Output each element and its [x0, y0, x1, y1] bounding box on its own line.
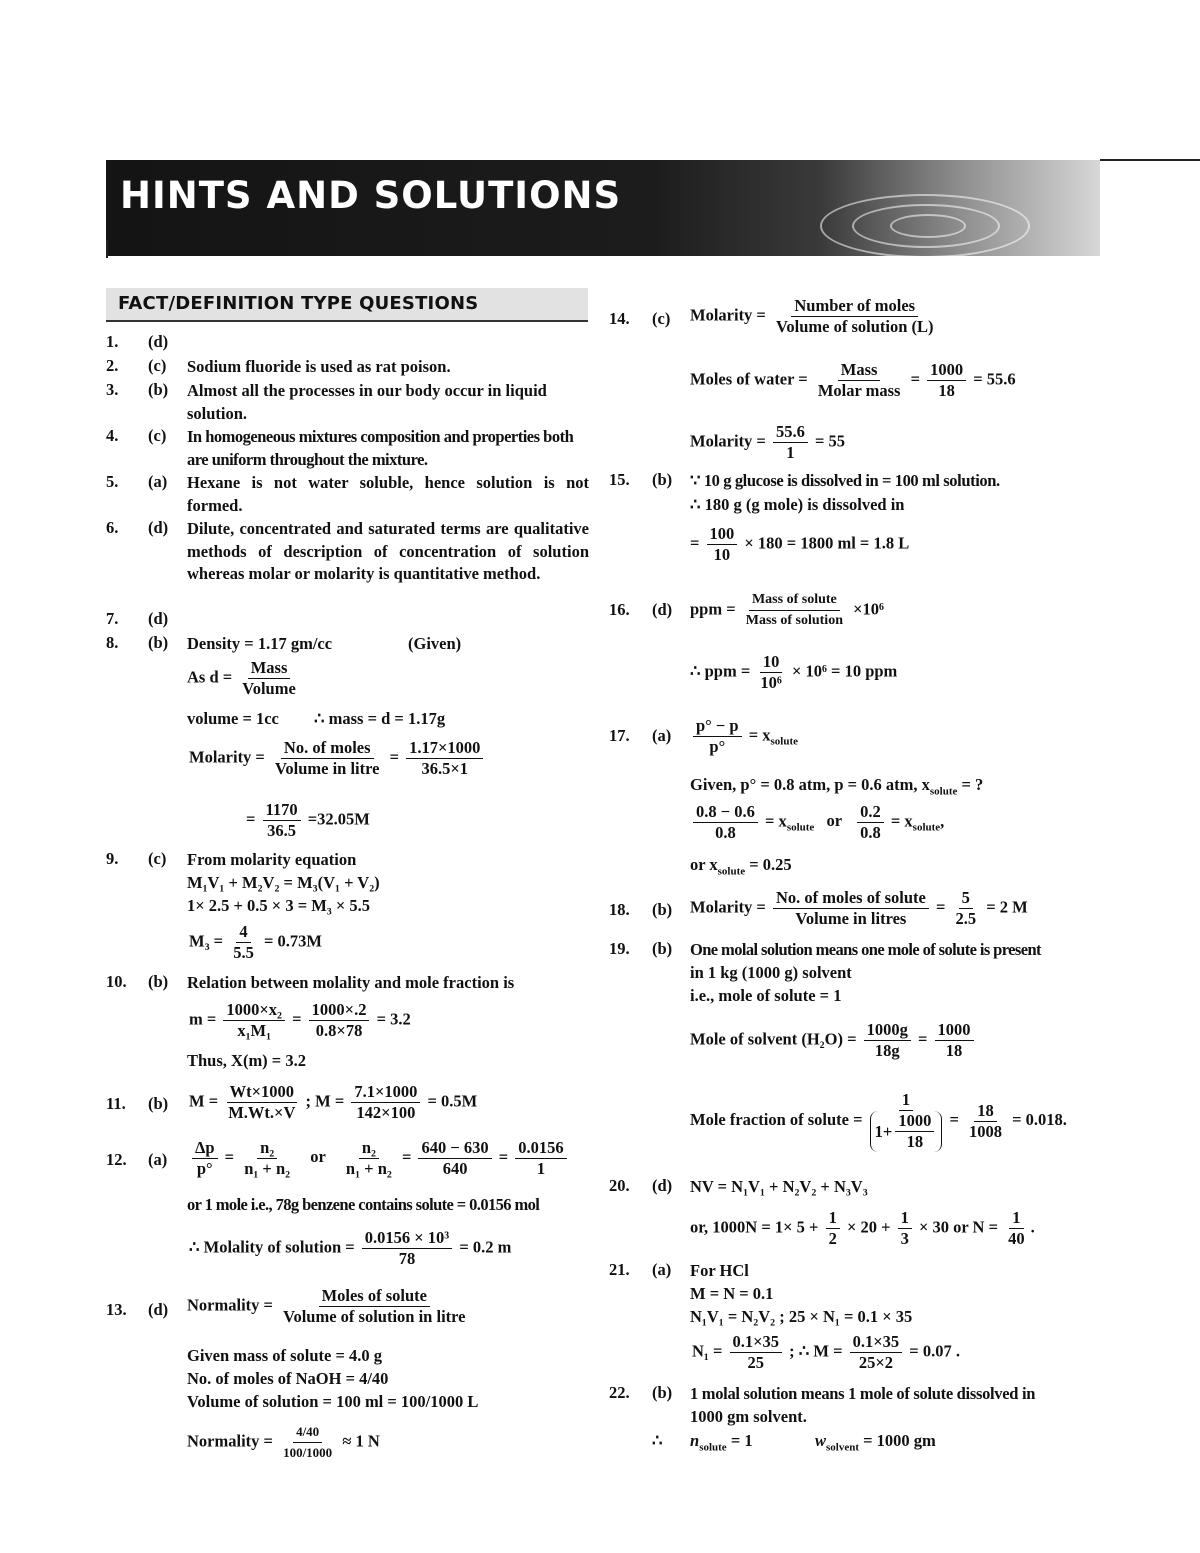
fraction-part: 1 [898, 1208, 912, 1229]
formula-label: Molarity = [690, 897, 766, 917]
formula-label: Molarity = [690, 431, 766, 451]
fraction-part: 10 [713, 545, 731, 564]
formula-label: Molarity = [189, 747, 265, 767]
fraction-part: 1 [1009, 1208, 1023, 1229]
formula-line [690, 590, 884, 631]
fraction [966, 1101, 1005, 1142]
question-number: 19. [609, 939, 630, 958]
fraction-part: n₂ [359, 1138, 379, 1159]
solution-text: N₁V₁ = N₂V₂ ; 25 × N₁ = 0.1 × 35 [690, 1307, 913, 1326]
fraction-part: 1170 [263, 800, 301, 821]
answer-option: (d) [148, 609, 169, 628]
subscript: solute [699, 1441, 727, 1454]
period: . [1030, 1217, 1035, 1237]
fraction-part: Wt×1000 [227, 1082, 297, 1103]
formula-line [189, 1000, 411, 1041]
fraction [241, 1138, 293, 1179]
formula-label: ∴ Molality of solution = [189, 1237, 355, 1257]
comma: , [940, 811, 945, 831]
fraction-part: Molar mass [817, 381, 901, 400]
fraction-part: 25×2 [858, 1353, 893, 1372]
formula-line [187, 658, 302, 699]
answer-option: (b) [652, 900, 673, 919]
fraction-part: 18g [874, 1041, 900, 1060]
formula-result: = 2 M [986, 897, 1028, 917]
fraction-part: 78 [398, 1249, 416, 1268]
banner-decoration [890, 214, 966, 238]
fraction-part: 0.0156 × 10³ [362, 1228, 452, 1249]
fraction-part: 1000 [895, 1111, 934, 1132]
formula-label: × 20 + [846, 1217, 891, 1237]
fraction-part: 10 [760, 652, 783, 673]
section-heading [106, 288, 588, 322]
fraction-part: Mass [248, 658, 291, 679]
fraction-part: 0.1×35 [730, 1332, 783, 1353]
equals-sign: = [401, 1147, 412, 1167]
formula-result: = 0.25 [745, 855, 792, 874]
fraction [757, 652, 784, 693]
fraction-part: M.Wt.×V [228, 1103, 296, 1122]
fraction-part: n₂ [257, 1138, 277, 1159]
solution-text: Density = 1.17 gm/cc [187, 634, 333, 653]
fraction-part: Δp [192, 1138, 218, 1159]
fraction-part: Volume in litres [795, 909, 907, 928]
fraction-part: 142×100 [356, 1103, 416, 1122]
answer-option: (b) [652, 470, 673, 489]
answer-option: (c) [652, 309, 671, 328]
fraction-part: 100 [707, 524, 738, 545]
fraction-part: 1000×.2 [309, 1000, 370, 1021]
fraction [309, 1000, 370, 1041]
formula-label: = x [748, 725, 771, 745]
given-text: or x [690, 855, 718, 874]
fraction-part: 0.1×35 [850, 1332, 903, 1353]
subscript: solute [912, 821, 941, 834]
equals-sign: = [949, 1109, 959, 1129]
formula-line [692, 1332, 960, 1373]
fraction-part: 2 [828, 1229, 837, 1248]
formula-label: ; M = [305, 1091, 345, 1111]
fraction-part: 18 [906, 1132, 924, 1151]
formula-line [690, 652, 897, 693]
answer-option: (b) [652, 1383, 673, 1402]
equals-sign: = [910, 369, 920, 389]
question-number: 21. [609, 1260, 630, 1279]
subscript: solute [717, 865, 746, 878]
fraction-part: x₁M₁ [237, 1021, 272, 1040]
question-number: 20. [609, 1176, 630, 1195]
formula-label: Mole fraction of solute = [690, 1109, 863, 1129]
fraction [192, 1138, 218, 1179]
solution-text: Given mass of solute = 4.0 g [187, 1346, 383, 1365]
fraction-part: 1 [536, 1159, 546, 1178]
answer-option: (a) [652, 1260, 672, 1279]
fraction-part: 18 [974, 1101, 997, 1122]
question-number: 3. [106, 380, 119, 399]
solution-text: For HCl [690, 1261, 749, 1280]
formula-result: = 0.2 m [459, 1237, 512, 1257]
given-text: Given, p° = 0.8 atm, p = 0.6 atm, x [690, 775, 930, 794]
fraction [272, 738, 383, 779]
formula-label: Moles of water = [690, 369, 808, 389]
solution-text [690, 774, 983, 802]
fraction-part: 0.0156 [515, 1138, 566, 1159]
equals-sign: = [498, 1147, 509, 1167]
fraction [927, 360, 966, 401]
solution-text: ∴ 180 g (g mole) is dissolved in [690, 495, 905, 514]
formula-line [690, 422, 845, 463]
header-rule [1100, 159, 1200, 161]
fraction-part: 10⁶ [760, 673, 782, 692]
fraction [935, 1020, 974, 1061]
answer-option: (b) [148, 633, 169, 652]
fraction-part: No. of moles of solute [773, 888, 929, 909]
fraction-part: p° [709, 737, 726, 756]
question-number: 4. [106, 426, 119, 445]
answer-option: (c) [148, 426, 167, 445]
answer-option: (b) [148, 380, 169, 399]
fraction-part: 36.5 [267, 821, 297, 840]
formula-label: ∴ ppm = [690, 661, 751, 681]
fraction-part: n₁ + n₂ [244, 1159, 291, 1178]
fraction-part: 640 [442, 1159, 468, 1178]
equals-sign: = [917, 1029, 928, 1049]
formula-result: = 0.07 . [909, 1341, 960, 1361]
formula-result: × 10⁶ = 10 ppm [791, 661, 898, 681]
fraction-part: 2.5 [955, 909, 977, 928]
fraction-part: 5.5 [233, 943, 254, 962]
formula-result: = 0.018. [1012, 1109, 1067, 1129]
formula-line [189, 1082, 477, 1123]
question-number: 17. [609, 726, 630, 745]
formula-result: = 55 [814, 431, 845, 451]
solution-text: Thus, X(m) = 3.2 [187, 1051, 306, 1070]
formula-line [189, 1138, 570, 1179]
formula-label: ppm = [690, 599, 736, 619]
fraction [351, 1082, 420, 1123]
answer-option: (d) [148, 518, 169, 537]
solution-text: From molarity equation [187, 850, 357, 869]
solution-text: Hexane is not water soluble, hence solution is not formed. [187, 473, 589, 515]
equals-sign: = [292, 1009, 302, 1029]
formula-line [189, 738, 486, 779]
solution-text [690, 854, 792, 882]
solution-text: Relation between molality and mole fraction is [187, 973, 515, 992]
formula-line [690, 1090, 1067, 1152]
fraction-part: Volume of solution (L) [775, 317, 934, 336]
fraction-part: 1 [899, 1090, 913, 1111]
fraction-part: p° − p [693, 716, 742, 737]
solution-text: ∴ mass = d = 1.17g [314, 709, 446, 728]
formula-label: or [310, 1147, 326, 1167]
formula-result: = 1 [726, 1431, 753, 1450]
formula-line [690, 1020, 977, 1061]
question-number: 18. [609, 900, 630, 919]
fraction [239, 658, 298, 699]
answer-option: (a) [652, 726, 672, 745]
fraction [773, 888, 929, 929]
fraction-part: 0.2 [857, 802, 884, 823]
fraction-part: Number of moles [791, 296, 918, 317]
formula-line [189, 1228, 511, 1269]
fraction-part: 3 [900, 1229, 909, 1248]
fraction-part: Mass of solution [745, 613, 843, 628]
answer-option: (b) [148, 972, 169, 991]
subscript: solute [929, 785, 958, 798]
header-banner [106, 160, 1100, 256]
equals-sign: = [389, 747, 400, 767]
question-number: 9. [106, 849, 119, 868]
formula-label: m = [189, 1009, 217, 1029]
formula-line [690, 802, 944, 843]
formula-label: n [690, 1431, 700, 1450]
fraction-part: 100/1000 [283, 1445, 333, 1460]
fraction [870, 1090, 943, 1152]
solution-text: M = N = 0.1 [690, 1284, 774, 1303]
section-title: FACT/DEFINITION TYPE QUESTIONS [118, 293, 479, 314]
solution-text: In homogeneous mixtures composition and properties both are uniform throughout the mixture. [187, 427, 574, 469]
fraction [343, 1138, 395, 1179]
formula-line [187, 1286, 472, 1327]
fraction-part: Mass [838, 360, 881, 381]
formula-line [189, 922, 322, 963]
formula-label: Molarity = [690, 305, 766, 325]
solution-text: or 1 mole i.e., 78g benzene contains solute = 0.0156 mol [187, 1195, 540, 1214]
fraction [707, 524, 738, 565]
formula-line [690, 360, 1016, 401]
formula-line [690, 524, 909, 565]
fraction [730, 1332, 783, 1373]
solution-text: volume = 1cc [187, 709, 279, 728]
fraction [515, 1138, 566, 1179]
fraction [418, 1138, 491, 1179]
subscript: solute [770, 735, 799, 748]
fraction [815, 360, 904, 401]
formula-line [690, 716, 798, 757]
question-number: 14. [609, 309, 630, 328]
fraction [406, 738, 483, 779]
formula-label: Normality = [187, 1295, 273, 1315]
answer-option: (d) [652, 1176, 673, 1195]
fraction-part: 640 − 630 [418, 1138, 491, 1159]
fraction-part: 1.17×1000 [406, 738, 483, 759]
solution-text: M₁V₁ + M₂V₂ = M₃(V₁ + V₂) [187, 873, 380, 892]
equals-sign: = [935, 897, 946, 917]
fraction-part: 55.6 [773, 422, 808, 443]
fraction-part: Volume in litre [274, 759, 380, 778]
formula-result: = 3.2 [376, 1009, 411, 1029]
question-number: 2. [106, 356, 119, 375]
fraction [743, 590, 846, 631]
fraction [850, 1332, 903, 1373]
equals-sign: = x [765, 811, 787, 831]
question-number: 7. [106, 609, 119, 628]
question-number: 8. [106, 633, 119, 652]
fraction [895, 1111, 934, 1152]
formula-line [815, 1430, 936, 1458]
question-number: 11. [106, 1094, 126, 1113]
fraction [826, 1208, 840, 1249]
question-number: 15. [609, 470, 630, 489]
fraction [773, 296, 937, 337]
page-title: HINTS AND SOLUTIONS [120, 174, 622, 217]
therefore-symbol: ∴ [652, 1431, 663, 1450]
fraction-part: 18 [938, 381, 955, 400]
formula-result: = 0.5M [427, 1091, 478, 1111]
answer-option: (a) [148, 1150, 168, 1169]
solution-text: 1000 gm solvent. [690, 1407, 807, 1426]
formula-label: 1+ [874, 1121, 893, 1141]
formula-line [690, 296, 940, 337]
fraction-part: Mass of solute [749, 590, 840, 611]
fraction [280, 1422, 335, 1463]
answer-option: (b) [148, 1094, 169, 1113]
fraction [693, 716, 742, 757]
formula-line [690, 1208, 1035, 1249]
fraction [1005, 1208, 1028, 1249]
given-text: = ? [957, 775, 984, 794]
question-number: 5. [106, 472, 119, 491]
solution-text: 1× 2.5 + 0.5 × 3 = M₃ × 5.5 [187, 896, 371, 915]
fraction-part: 1000×x₂ [223, 1000, 285, 1021]
question-number: 13. [106, 1300, 127, 1319]
formula-result: = 1000 gm [859, 1431, 936, 1450]
formula-label: M₃ = [189, 931, 224, 951]
fraction-part: 0.8 [715, 823, 736, 842]
solution-text: (Given) [408, 634, 462, 653]
solution-text: No. of moles of NaOH = 4/40 [187, 1369, 389, 1388]
fraction [864, 1020, 911, 1061]
solution-text: Volume of solution = 100 ml = 100/1000 L [187, 1392, 479, 1411]
formula-line [246, 800, 370, 841]
fraction-part: 1008 [968, 1121, 1002, 1141]
fraction-part: 7.1×1000 [351, 1082, 420, 1103]
formula-line [187, 1422, 380, 1463]
fraction-part: 1 [826, 1208, 840, 1229]
fraction-part: n₁ + n₂ [345, 1159, 392, 1178]
fraction-part: 1000g [864, 1020, 911, 1041]
fraction [223, 1000, 285, 1041]
solution-text: NV = N₁V₁ + N₂V₂ + N₃V₃ [690, 1177, 868, 1196]
solution-text: Sodium fluoride is used as rat poison. [187, 357, 451, 376]
equals-sign: = [246, 809, 256, 829]
fraction-part: Moles of solute [319, 1286, 430, 1307]
formula-label: ; ∴ M = [789, 1341, 843, 1361]
fraction-part: 5 [959, 888, 973, 909]
fraction-part: 0.8×78 [315, 1021, 363, 1040]
fraction-part: 25 [747, 1353, 765, 1372]
fraction-part: 0.8 [860, 823, 881, 842]
fraction [225, 1082, 298, 1123]
answer-option: (a) [148, 472, 168, 491]
question-number: 22. [609, 1383, 630, 1402]
question-number: 10. [106, 972, 127, 991]
equals-sign: = [224, 1147, 235, 1167]
subscript: solvent [826, 1441, 860, 1454]
fraction-part: No. of moles [281, 738, 374, 759]
formula-result: =32.05M [307, 809, 370, 829]
fraction [898, 1208, 912, 1249]
answer-option: (d) [148, 1300, 169, 1319]
fraction-part: 1000 [927, 360, 966, 381]
answer-option: (c) [148, 849, 167, 868]
formula-label: or, 1000N = 1× 5 + [690, 1217, 819, 1237]
solution-text: in 1 kg (1000 g) solvent [690, 963, 852, 982]
formula-label: As d = [187, 667, 233, 687]
fraction-part: 1000 [935, 1020, 974, 1041]
fraction-part: 4/40 [293, 1422, 322, 1443]
fraction [857, 802, 884, 843]
formula-result: × 180 = 1800 ml = 1.8 L [744, 533, 910, 553]
solution-text: 1 molal solution means 1 mole of solute dissolved in [690, 1384, 1036, 1403]
fraction-part: 1 [786, 443, 795, 462]
question-number: 6. [106, 518, 119, 537]
formula-result: ×10⁶ [853, 599, 884, 619]
formula-result: ≈ 1 N [342, 1431, 380, 1451]
formula-line [690, 1430, 753, 1458]
fraction-part: 18 [945, 1041, 963, 1060]
formula-line [690, 888, 1028, 929]
fraction-part [870, 1111, 943, 1152]
formula-label: Normality = [187, 1431, 273, 1451]
formula-label: M = [189, 1091, 219, 1111]
question-number: 1. [106, 332, 119, 351]
formula-result: = 55.6 [973, 369, 1016, 389]
fraction-part: 36.5×1 [421, 759, 469, 778]
fraction-part: Volume [242, 679, 296, 698]
fraction-part: Volume of solution in litre [283, 1307, 466, 1326]
fraction [263, 800, 301, 841]
fraction [280, 1286, 468, 1327]
question-number: 16. [609, 600, 630, 619]
formula-label: or [826, 811, 843, 831]
equals-sign: = [690, 533, 700, 553]
equals-sign: = x [890, 811, 913, 831]
fraction [230, 922, 257, 963]
header-rule [106, 240, 108, 258]
solution-text: Dilute, concentrated and saturated terms are qualitative methods of description of concentration of solution whereas molar or molarity is quantitative method. [187, 519, 589, 583]
formula-label: N₁ = [692, 1341, 723, 1361]
solution-text: One molal solution means one mole of solute is present [690, 940, 1041, 959]
formula-label: w [815, 1431, 827, 1450]
answer-option: (d) [148, 332, 169, 351]
formula-label: Mole of solvent (H₂O) = [690, 1029, 857, 1049]
solution-text: ∵ 10 g glucose is dissolved in = 100 ml solution. [690, 471, 1000, 490]
answer-option: (c) [148, 356, 167, 375]
fraction-part: 40 [1008, 1229, 1025, 1248]
fraction [952, 888, 979, 929]
formula-result: = 0.73M [263, 931, 322, 951]
fraction-part: 0.8 − 0.6 [693, 802, 758, 823]
answer-option: (d) [652, 600, 673, 619]
fraction [693, 802, 758, 843]
fraction [773, 422, 808, 463]
formula-label: × 30 or N = [919, 1217, 998, 1237]
question-number: 12. [106, 1150, 127, 1169]
fraction [362, 1228, 452, 1269]
solution-text: i.e., mole of solute = 1 [690, 986, 842, 1005]
subscript: solute [786, 821, 815, 834]
fraction-part: p° [196, 1159, 213, 1178]
fraction-part: 4 [236, 922, 250, 943]
answer-option: (b) [652, 939, 673, 958]
solution-text: Almost all the processes in our body occur in liquid solution. [187, 381, 547, 423]
